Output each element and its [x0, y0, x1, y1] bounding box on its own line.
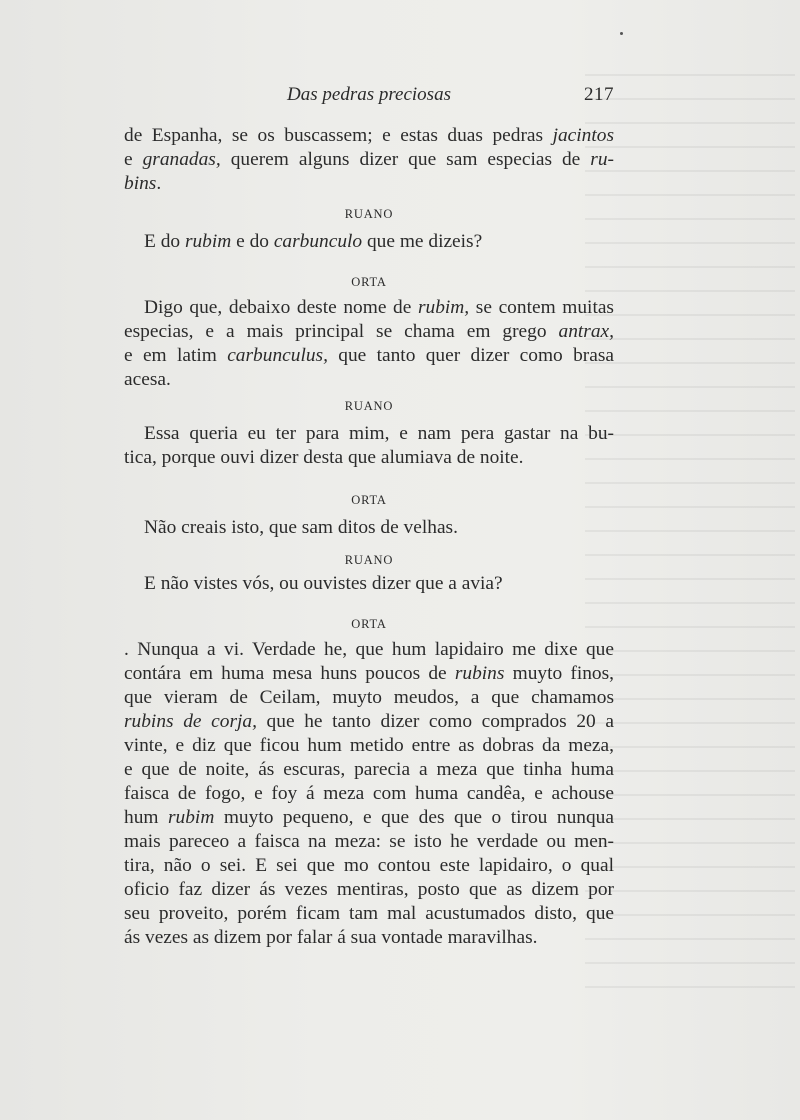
- text-line: que vieram de Ceilam, muyto meudos, a que chamamos: [124, 687, 614, 708]
- text-line: oficio faz dizer ás vezes mentiras, posto que as dizem por: [124, 879, 614, 900]
- text-line: acesa.: [124, 369, 171, 390]
- text-line: tica, porque ouvi dizer desta que alumiava de noite.: [124, 447, 524, 468]
- speaker-label: ORTA: [351, 275, 387, 289]
- speaker-label: ORTA: [351, 617, 387, 631]
- text-line: . Nunqua a vi. Verdade he, que hum lapidairo me dixe que: [124, 639, 614, 660]
- text-line: Essa queria eu ter para mim, e nam pera gastar na bu-: [144, 423, 614, 444]
- text-line: contára em huma mesa huns poucos de rubins muyto finos,: [124, 663, 614, 684]
- text-line: rubins de corja, que he tanto dizer como comprados 20 a: [124, 711, 614, 732]
- page-number: 217: [584, 84, 614, 105]
- paragraph: [124, 296, 614, 392]
- bleed-through-texture: [585, 60, 795, 1000]
- text-line: e que de noite, ás escuras, parecia a meza que tinha huma: [124, 759, 614, 780]
- text-line: ás vezes as dizem por falar á sua vontade maravilhas.: [124, 927, 538, 948]
- text-line: especias, e a mais principal se chama em grego antrax,: [124, 321, 614, 342]
- paragraph: [124, 422, 614, 470]
- text-line: mais pareceo a faisca na meza: se isto he verdade ou men-: [124, 831, 614, 852]
- text-line: tira, não o sei. E sei que mo contou este lapidairo, o qual: [124, 855, 614, 876]
- text-line: e granadas, querem alguns dizer que sam especias de ru-: [124, 149, 614, 170]
- text-line: Não creais isto, que sam ditos de velhas.: [144, 517, 458, 538]
- text-line: hum rubim muyto pequeno, e que des que o tirou nunqua: [124, 807, 614, 828]
- text-line: de Espanha, se os buscassem; e estas duas pedras jacintos: [124, 125, 614, 146]
- speaker-label: RUANO: [344, 207, 394, 221]
- speaker-label: RUANO: [344, 399, 394, 413]
- text-line: bins.: [124, 173, 162, 194]
- speaker-label: ORTA: [351, 493, 387, 507]
- speck-mark: [620, 32, 623, 35]
- text-line: Digo que, debaixo deste nome de rubim, se contem muitas: [144, 297, 614, 318]
- running-title: Das pedras preciosas: [287, 84, 451, 105]
- text-line: vinte, e diz que ficou hum metido entre as dobras da meza,: [124, 735, 614, 756]
- text-line: faisca de fogo, e foy á meza com huma candêa, e achouse: [124, 783, 614, 804]
- page-text: [124, 124, 614, 950]
- text-line: E não vistes vós, ou ouvistes dizer que a avia?: [144, 573, 503, 594]
- text-line: E do rubim e do carbunculo que me dizeis?: [144, 231, 483, 252]
- paragraph: [124, 638, 614, 950]
- speaker-label: RUANO: [344, 553, 394, 567]
- text-line: e em latim carbunculus, que tanto quer dizer como brasa: [124, 345, 614, 366]
- running-header: [124, 84, 614, 114]
- text-line: seu proveito, porém ficam tam mal acustumados disto, que: [124, 903, 614, 924]
- paragraph: [124, 124, 614, 196]
